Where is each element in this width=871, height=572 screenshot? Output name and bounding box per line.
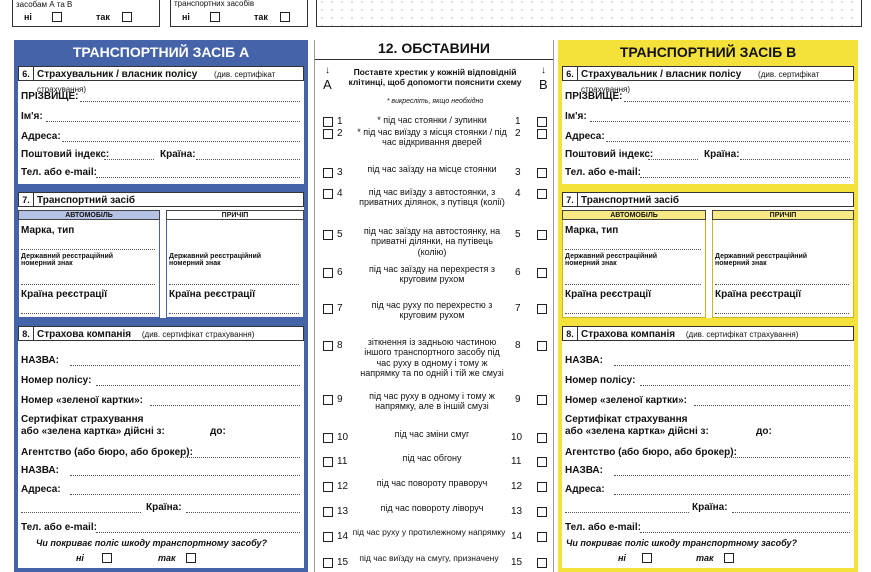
vehicle-a-trailer-country-label: Країна реєстрації bbox=[169, 289, 256, 300]
vehicle-b-ag-name-field[interactable] bbox=[614, 475, 850, 476]
vehicle-a-postcode-field[interactable] bbox=[104, 159, 154, 160]
vehicle-a-country-label: Країна: bbox=[160, 149, 196, 160]
vehicle-b-cert-label-2: або «зелена картка» дійсні з: bbox=[565, 426, 709, 437]
vehicle-a-name-field[interactable] bbox=[46, 121, 300, 122]
vehicle-a-phone-label: Тел. або e-mail: bbox=[21, 167, 97, 178]
vehicle-b-postcode-label: Поштовий індекс: bbox=[565, 149, 654, 160]
top-left-no: ні bbox=[24, 12, 32, 22]
vehicle-b-surname-label: ПРІЗВИЩЕ: bbox=[565, 91, 623, 102]
circumstance-11-number-b: 11 bbox=[511, 456, 522, 467]
vehicle-a-reg-country-label: Країна реєстрації bbox=[21, 289, 108, 300]
circumstance-7-text: під час руху по перехрестю з круговим рухом bbox=[371, 300, 493, 321]
circumstance-10-text: під час зміни смуг bbox=[394, 429, 470, 439]
circumstance-4-number-a: 4 bbox=[337, 188, 343, 199]
circumstance-15-checkbox-b[interactable] bbox=[537, 558, 547, 568]
vehicle-b-policy-label: Номер полісу: bbox=[565, 375, 636, 386]
vehicle-b-s7-title: Транспортний засіб bbox=[581, 195, 680, 206]
top-left-yes-checkbox[interactable] bbox=[122, 12, 132, 22]
vehicle-a-damage-yes: так bbox=[158, 553, 176, 563]
vehicle-b-ag-country-label: Країна: bbox=[692, 502, 728, 513]
circumstance-4-number-b: 4 bbox=[515, 188, 521, 199]
vehicle-b-s6-title: Страхувальник / власник полісу bbox=[581, 69, 742, 80]
circumstance-15-number-b: 15 bbox=[511, 557, 523, 568]
vehicle-a-trailer-reg-label: Державний реєстраційний номерний знак bbox=[169, 253, 262, 268]
vehicle-a-reg-country-field[interactable] bbox=[21, 313, 155, 314]
column-b-label: B bbox=[539, 77, 548, 92]
vehicle-a-agency-field[interactable] bbox=[180, 457, 300, 458]
circumstance-2-number-b: 2 bbox=[515, 128, 521, 139]
vehicle-b-name-label: Ім'я: bbox=[565, 111, 587, 122]
circumstance-3-number-b: 3 bbox=[515, 167, 521, 178]
vehicle-b-s8-title: Страхова компанія bbox=[581, 329, 676, 340]
circumstance-12-number-a: 12 bbox=[337, 481, 349, 492]
vehicle-b-trailer-country-label: Країна реєстрації bbox=[715, 289, 802, 300]
circumstance-1-checkbox-a[interactable] bbox=[323, 117, 333, 127]
vehicle-a-policy-field[interactable] bbox=[96, 385, 300, 386]
vehicle-b-phone-label: Тел. або e-mail: bbox=[565, 167, 641, 178]
vehicle-a-country-field[interactable] bbox=[196, 159, 300, 160]
circumstance-1-number-a: 1 bbox=[337, 116, 343, 127]
vehicle-a-s8-number: 8. bbox=[19, 327, 34, 340]
circumstance-12-text: під час повороту праворуч bbox=[376, 478, 488, 488]
vehicle-b-trailer-header: ПРИЧІП bbox=[712, 210, 854, 220]
circumstance-9-checkbox-a[interactable] bbox=[323, 395, 333, 405]
vehicle-a-policy-label: Номер полісу: bbox=[21, 375, 92, 386]
vehicle-a-agency-label: Агентство (або бюро, або брокер): bbox=[21, 447, 193, 458]
circumstance-3-checkbox-b[interactable] bbox=[537, 168, 547, 178]
vehicle-b-to-label: до: bbox=[756, 426, 772, 437]
circumstance-9-number-b: 9 bbox=[515, 394, 521, 405]
vehicle-b-reg-country-field[interactable] bbox=[565, 313, 701, 314]
circumstance-5-number-a: 5 bbox=[337, 229, 343, 240]
circumstance-2-checkbox-b[interactable] bbox=[537, 129, 547, 139]
vehicle-b-damage-yes-checkbox[interactable] bbox=[724, 553, 734, 563]
vehicle-a-ag-address-field-2[interactable] bbox=[21, 512, 141, 513]
vehicle-a-address-field[interactable] bbox=[62, 141, 300, 142]
vehicle-a-s7-number: 7. bbox=[19, 193, 34, 206]
circumstance-15-text: під час виїзду на смугу, призначену bbox=[359, 553, 499, 563]
top-mid-yes-checkbox[interactable] bbox=[280, 12, 290, 22]
vehicle-b-green-label: Номер «зеленої картки»: bbox=[565, 395, 688, 406]
circumstance-1-number-b: 1 bbox=[515, 116, 521, 127]
vehicle-a-make-field[interactable] bbox=[21, 249, 155, 250]
vehicle-b-address-field[interactable] bbox=[606, 141, 850, 142]
circumstance-5-checkbox-b[interactable] bbox=[537, 230, 547, 240]
circumstance-7-checkbox-a[interactable] bbox=[323, 304, 333, 314]
vehicle-a-s8-header bbox=[18, 326, 304, 341]
top-left-yes: так bbox=[96, 12, 110, 22]
circumstance-3-text: під час заїзду на місце стоянки bbox=[367, 164, 497, 174]
vehicle-b-ins-name-field[interactable] bbox=[614, 365, 850, 366]
vehicle-b-agency-field[interactable] bbox=[724, 457, 850, 458]
vehicle-a-ins-name-label: НАЗВА: bbox=[21, 355, 59, 366]
vehicle-a-ag-name-field[interactable] bbox=[70, 475, 300, 476]
vehicle-b-reg-country-label: Країна реєстрації bbox=[565, 289, 652, 300]
circumstance-8-number-b: 8 bbox=[515, 340, 521, 351]
circumstance-5-text: під час заїзду на автостоянку, на приватні ділянки, на путівець (колію) bbox=[363, 226, 501, 257]
vehicle-b-damage-no-checkbox[interactable] bbox=[642, 553, 652, 563]
circumstance-14-number-a: 14 bbox=[337, 531, 349, 542]
circumstance-10-number-a: 10 bbox=[337, 432, 349, 443]
circumstance-9-number-a: 9 bbox=[337, 394, 343, 405]
circumstances-instruction: Поставте хрестик у кожній відповідній клітинці, щоб допомогти пояснити схему bbox=[348, 67, 522, 88]
circumstance-12-checkbox-b[interactable] bbox=[537, 482, 547, 492]
vehicle-a-s6-note: (див. сертифікат страхування) bbox=[37, 70, 276, 94]
vehicle-b-phone-field[interactable] bbox=[640, 177, 850, 178]
vehicle-a-s7-header bbox=[18, 192, 304, 207]
top-mid-no: ні bbox=[182, 12, 190, 22]
vehicle-a-make-label: Марка, тип bbox=[21, 225, 75, 236]
circumstance-7-number-b: 7 bbox=[515, 303, 521, 314]
vehicle-a-postcode-label: Поштовий індекс: bbox=[21, 149, 110, 160]
vehicle-a-ins-name-field[interactable] bbox=[70, 365, 300, 366]
circumstance-6-number-b: 6 bbox=[515, 267, 521, 278]
vehicle-a-damage-no-checkbox[interactable] bbox=[102, 553, 112, 563]
circumstance-12-checkbox-a[interactable] bbox=[323, 482, 333, 492]
circumstance-13-checkbox-a[interactable] bbox=[323, 507, 333, 517]
vehicle-a-ag-phone-label: Тел. або e-mail: bbox=[21, 522, 97, 533]
vehicle-a-ag-name-label: НАЗВА: bbox=[21, 465, 59, 476]
circumstance-12-number-b: 12 bbox=[511, 481, 523, 492]
circumstance-14-checkbox-b[interactable] bbox=[537, 532, 547, 542]
circumstance-14-checkbox-a[interactable] bbox=[323, 532, 333, 542]
top-left-no-checkbox[interactable] bbox=[52, 12, 62, 22]
circumstance-6-number-a: 6 bbox=[337, 267, 343, 278]
vehicle-b-green-field[interactable] bbox=[694, 405, 850, 406]
vehicle-a-trailer-header: ПРИЧІП bbox=[166, 210, 304, 220]
circumstance-14-number-b: 14 bbox=[511, 531, 523, 542]
vehicle-a-trailer-country-field[interactable] bbox=[169, 313, 299, 314]
vehicle-b-name-field[interactable] bbox=[590, 121, 850, 122]
circumstance-10-checkbox-b[interactable] bbox=[537, 433, 547, 443]
vehicle-a-damage-question: Чи покриває поліс шкоду транспортному засобу? bbox=[36, 538, 268, 548]
circumstance-15-checkbox-a[interactable] bbox=[323, 558, 333, 568]
circumstance-4-text: під час виїзду з автостоянки, з приватних ділянок, з путівця (колії) bbox=[359, 187, 505, 208]
vehicle-a-cert-label-1: Сертифікат страхування bbox=[21, 414, 144, 425]
vehicle-b-s6-header bbox=[562, 66, 854, 94]
vehicle-b-reg-field[interactable] bbox=[565, 284, 701, 285]
vehicle-a-damage-yes-checkbox[interactable] bbox=[186, 553, 196, 563]
top-left-caption: засобам А та В bbox=[16, 0, 73, 9]
circumstance-7-checkbox-b[interactable] bbox=[537, 304, 547, 314]
circumstance-9-checkbox-b[interactable] bbox=[537, 395, 547, 405]
vehicle-b-s7-number: 7. bbox=[563, 193, 578, 206]
vehicle-b-make-label: Марка, тип bbox=[565, 225, 619, 236]
circumstance-9-text: під час руху в одному і тому ж напрямку, але в іншій смузі bbox=[369, 391, 495, 412]
vehicle-a-reg-label: Державний реєстраційний номерний знак bbox=[21, 253, 114, 268]
vehicle-a-phone-field[interactable] bbox=[96, 177, 300, 178]
vehicle-b-s6-number: 6. bbox=[563, 67, 578, 80]
circumstance-11-checkbox-a[interactable] bbox=[323, 457, 333, 467]
vehicle-b-surname-field[interactable] bbox=[624, 101, 850, 102]
circumstance-13-text: під час повороту ліворуч bbox=[380, 503, 484, 513]
vehicle-b-ag-name-label: НАЗВА: bbox=[565, 465, 603, 476]
vehicle-a-ag-country-field[interactable] bbox=[186, 512, 300, 513]
vehicle-b-agency-label: Агентство (або бюро, або брокер): bbox=[565, 447, 737, 458]
vehicle-a-damage-no: ні bbox=[76, 553, 84, 563]
vehicle-b-s8-number: 8. bbox=[563, 327, 578, 340]
vehicle-a-s8-note: (див. сертифікат страхування) bbox=[141, 330, 255, 339]
circumstance-7-number-a: 7 bbox=[337, 303, 343, 314]
circumstance-8-number-a: 8 bbox=[337, 340, 343, 351]
circumstance-6-checkbox-b[interactable] bbox=[537, 268, 547, 278]
vehicle-b-s7-header bbox=[562, 192, 854, 207]
vehicle-a-s6-header bbox=[18, 66, 304, 94]
circumstance-8-text: зіткнення із задньою частиною іншого транспортного засобу під час руху в одному і тому ж напрямку та по одній і тій же смузі bbox=[360, 337, 504, 379]
vehicle-b-ins-name-label: НАЗВА: bbox=[565, 355, 603, 366]
circumstances-note: * викресліть, якщо необхідно bbox=[386, 98, 484, 105]
vehicle-a-s7-title: Транспортний засіб bbox=[37, 195, 136, 206]
circumstance-6-checkbox-a[interactable] bbox=[323, 268, 333, 278]
circumstance-10-number-b: 10 bbox=[511, 432, 523, 443]
vehicle-b-damage-yes: так bbox=[696, 553, 714, 563]
vehicle-a-name-label: Ім'я: bbox=[21, 111, 43, 122]
vehicle-a-s6-number: 6. bbox=[19, 67, 34, 80]
top-mid-caption: транспортних засобів bbox=[174, 0, 255, 8]
circumstance-11-checkbox-b[interactable] bbox=[537, 457, 547, 467]
top-mid-yes: так bbox=[254, 12, 268, 22]
vehicle-b-ag-address-field[interactable] bbox=[614, 494, 850, 495]
circumstance-8-checkbox-b[interactable] bbox=[537, 341, 547, 351]
vehicle-b-address-label: Адреса: bbox=[565, 131, 605, 142]
vehicle-a-ag-address-label: Адреса: bbox=[21, 484, 61, 495]
column-a-arrow-icon: ↓ bbox=[325, 65, 330, 76]
vehicle-b-s6-note: (див. сертифікат страхування) bbox=[581, 70, 820, 94]
vehicle-a-cert-label-2: або «зелена картка» дійсні з: bbox=[21, 426, 165, 437]
column-b-arrow-icon: ↓ bbox=[541, 65, 546, 76]
column-a-label: A bbox=[323, 77, 332, 92]
vehicle-b-trailer-country-field[interactable] bbox=[715, 313, 849, 314]
vehicle-b-trailer-reg-label: Державний реєстраційний номерний знак bbox=[715, 253, 808, 268]
vehicle-b-ag-address-label: Адреса: bbox=[565, 484, 605, 495]
circumstance-11-text: під час обгону bbox=[402, 453, 462, 463]
vehicle-b-postcode-field[interactable] bbox=[648, 159, 698, 160]
circumstance-3-number-a: 3 bbox=[337, 167, 343, 178]
vehicle-b-country-field[interactable] bbox=[740, 159, 850, 160]
vehicle-b-ag-phone-field[interactable] bbox=[640, 532, 850, 533]
circumstances-title-divider bbox=[315, 59, 553, 60]
vehicle-b-policy-field[interactable] bbox=[640, 385, 850, 386]
vehicle-a-surname-label: ПРІЗВИЩЕ: bbox=[21, 91, 79, 102]
top-strip bbox=[0, 0, 871, 30]
vehicle-a-title: ТРАНСПОРТНИЙ ЗАСІБ А bbox=[72, 44, 250, 60]
circumstances-panel bbox=[314, 40, 554, 572]
vehicle-b-car-header: АВТОМОБІЛЬ bbox=[562, 210, 706, 220]
top-mid-no-checkbox[interactable] bbox=[210, 12, 220, 22]
vehicle-a-s8-title: Страхова компанія bbox=[37, 329, 132, 340]
vehicle-b-s8-note: (див. сертифікат страхування) bbox=[685, 330, 799, 339]
vehicle-b-country-label: Країна: bbox=[704, 149, 740, 160]
circumstance-3-checkbox-a[interactable] bbox=[323, 168, 333, 178]
circumstance-4-checkbox-b[interactable] bbox=[537, 189, 547, 199]
circumstance-2-number-a: 2 bbox=[337, 128, 343, 139]
circumstance-15-number-a: 15 bbox=[337, 557, 349, 568]
circumstance-14-text: під час руху у протилежному напрямку bbox=[352, 527, 506, 537]
vehicle-a-to-label: до: bbox=[210, 426, 226, 437]
circumstance-2-text: * під час виїзду з місця стоянки / під час відкривання дверей bbox=[357, 127, 507, 148]
vehicle-b-cert-label-1: Сертифікат страхування bbox=[565, 414, 688, 425]
vehicle-b-s8-header bbox=[562, 326, 854, 341]
vehicle-b-damage-no: ні bbox=[618, 553, 626, 563]
vehicle-b-trailer-reg-field[interactable] bbox=[715, 284, 849, 285]
vehicle-b-reg-label: Державний реєстраційний номерний знак bbox=[565, 253, 658, 268]
vehicle-a-green-label: Номер «зеленої картки»: bbox=[21, 395, 144, 406]
circumstance-10-checkbox-a[interactable] bbox=[323, 433, 333, 443]
circumstance-5-number-b: 5 bbox=[515, 229, 521, 240]
vehicle-a-car-header: АВТОМОБІЛЬ bbox=[18, 210, 160, 220]
circumstance-13-number-a: 13 bbox=[337, 506, 349, 517]
circumstance-2-checkbox-a[interactable] bbox=[323, 129, 333, 139]
vehicle-b-make-field[interactable] bbox=[565, 249, 701, 250]
vehicle-a-ag-country-label: Країна: bbox=[146, 502, 182, 513]
vehicle-a-reg-field[interactable] bbox=[21, 284, 155, 285]
circumstance-11-number-a: 11 bbox=[337, 456, 348, 467]
circumstance-6-text: під час заїзду на перехрестя з круговим рухом bbox=[369, 264, 495, 285]
circumstance-4-checkbox-a[interactable] bbox=[323, 189, 333, 199]
vehicle-a-green-field[interactable] bbox=[150, 405, 300, 406]
vehicle-a-surname-field[interactable] bbox=[80, 101, 300, 102]
circumstance-5-checkbox-a[interactable] bbox=[323, 230, 333, 240]
circumstance-13-checkbox-b[interactable] bbox=[537, 507, 547, 517]
circumstance-13-number-b: 13 bbox=[511, 506, 523, 517]
vehicle-a-trailer-reg-field[interactable] bbox=[169, 284, 299, 285]
circumstances-title: 12. ОБСТАВИНИ bbox=[377, 40, 490, 56]
vehicle-a-ag-address-field[interactable] bbox=[70, 494, 300, 495]
circumstance-1-text: * під час стоянки / зупинки bbox=[377, 115, 487, 125]
vehicle-a-s6-title: Страхувальник / власник полісу bbox=[37, 69, 198, 80]
sketch-area[interactable] bbox=[316, 0, 862, 27]
vehicle-b-ag-address-field-2[interactable] bbox=[565, 512, 689, 513]
vehicle-a-address-label: Адреса: bbox=[21, 131, 61, 142]
vehicle-b-ag-country-field[interactable] bbox=[732, 512, 850, 513]
vehicle-b-title: ТРАНСПОРТНИЙ ЗАСІБ В bbox=[619, 44, 797, 60]
vehicle-a-ag-phone-field[interactable] bbox=[96, 532, 300, 533]
circumstance-8-checkbox-a[interactable] bbox=[323, 341, 333, 351]
vehicle-b-damage-question: Чи покриває поліс шкоду транспортному засобу? bbox=[566, 538, 798, 548]
circumstance-1-checkbox-b[interactable] bbox=[537, 117, 547, 127]
vehicle-b-ag-phone-label: Тел. або e-mail: bbox=[565, 522, 641, 533]
